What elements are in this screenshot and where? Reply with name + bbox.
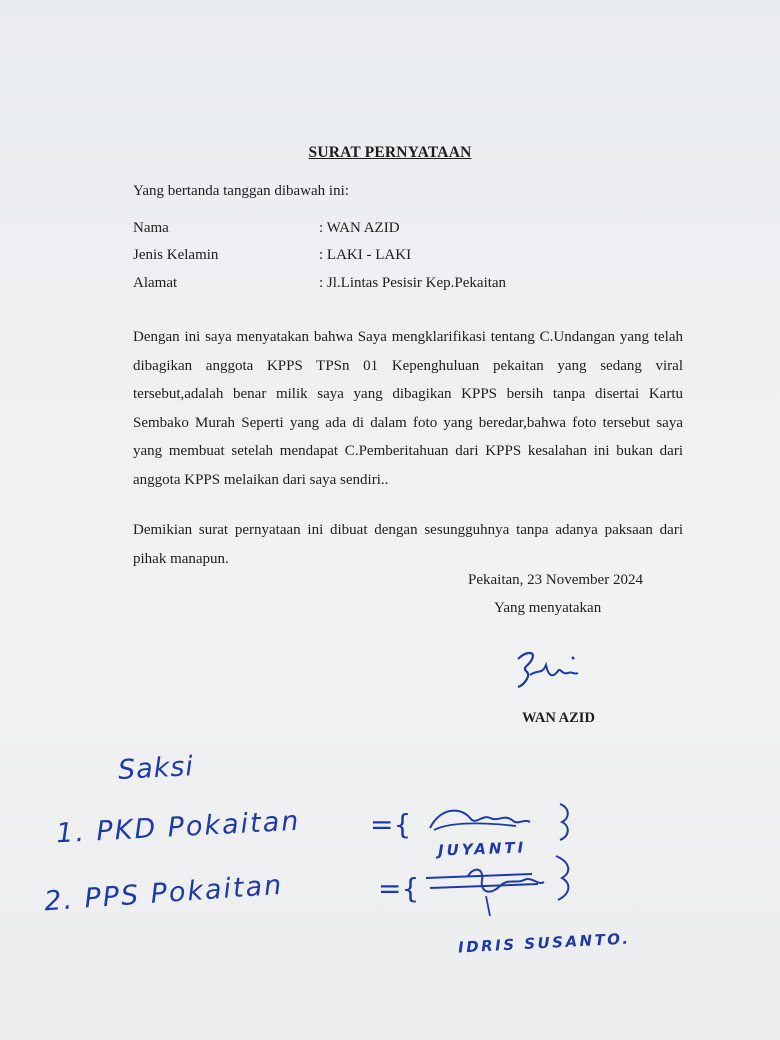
signer-title: Yang menyatakan	[494, 600, 602, 616]
identity-value: : WAN AZID	[319, 220, 400, 236]
signer-name: WAN AZID	[522, 710, 595, 726]
witness-2-name: IDRIS SUSANTO.	[457, 929, 631, 957]
identity-label: Nama	[133, 220, 169, 236]
statement-paragraph: Dengan ini saya menyatakan bahwa Saya mengklarifikasi tentang C.Undangan yang telah dibagikan anggota KPPS TPSn 01 Kepenghuluan pekaitan yang sedang viral tersebut,adalah benar milik saya yang dibagikan KPPS bersih tanpa disertai Kartu Sembako Murah Seperti yang ada di dalam foto yang beredar,bahwa foto tersebut saya yang membuat setelah mendapat C.Pemberitahuan dari KPPS kesalahan ini bukan dari anggota KPPS melaikan dari saya sendiri..	[133, 329, 683, 488]
intro-text: Yang bertanda tanggan dibawah ini:	[133, 183, 349, 199]
identity-label: Jenis Kelamin	[133, 247, 219, 263]
identity-value: : Jl.Lintas Pesisir Kep.Pekaitan	[319, 275, 507, 291]
closing-paragraph: Demikian surat pernyataan ini dibuat dengan sesungguhnya tanpa adanya paksaan dari pihak manapun.	[133, 522, 683, 567]
document-title: SURAT PERNYATAAN	[308, 144, 472, 161]
signature-wan-azid	[512, 645, 592, 695]
place-date: Pekaitan, 23 November 2024	[468, 572, 643, 588]
witness-2-brace: ={	[378, 872, 420, 905]
witness-2-label: 2. PPS Pokaitan	[43, 869, 285, 918]
witness-1-label: 1. PKD Pokaitan	[55, 805, 302, 850]
witness-heading: Saksi	[117, 751, 195, 786]
signature-witness-2	[420, 856, 590, 924]
witness-1-name: JUYANTI	[437, 838, 527, 860]
identity-value: : LAKI - LAKI	[319, 247, 412, 263]
witness-1-brace: ={	[370, 808, 412, 841]
identity-label: Alamat	[133, 275, 178, 291]
